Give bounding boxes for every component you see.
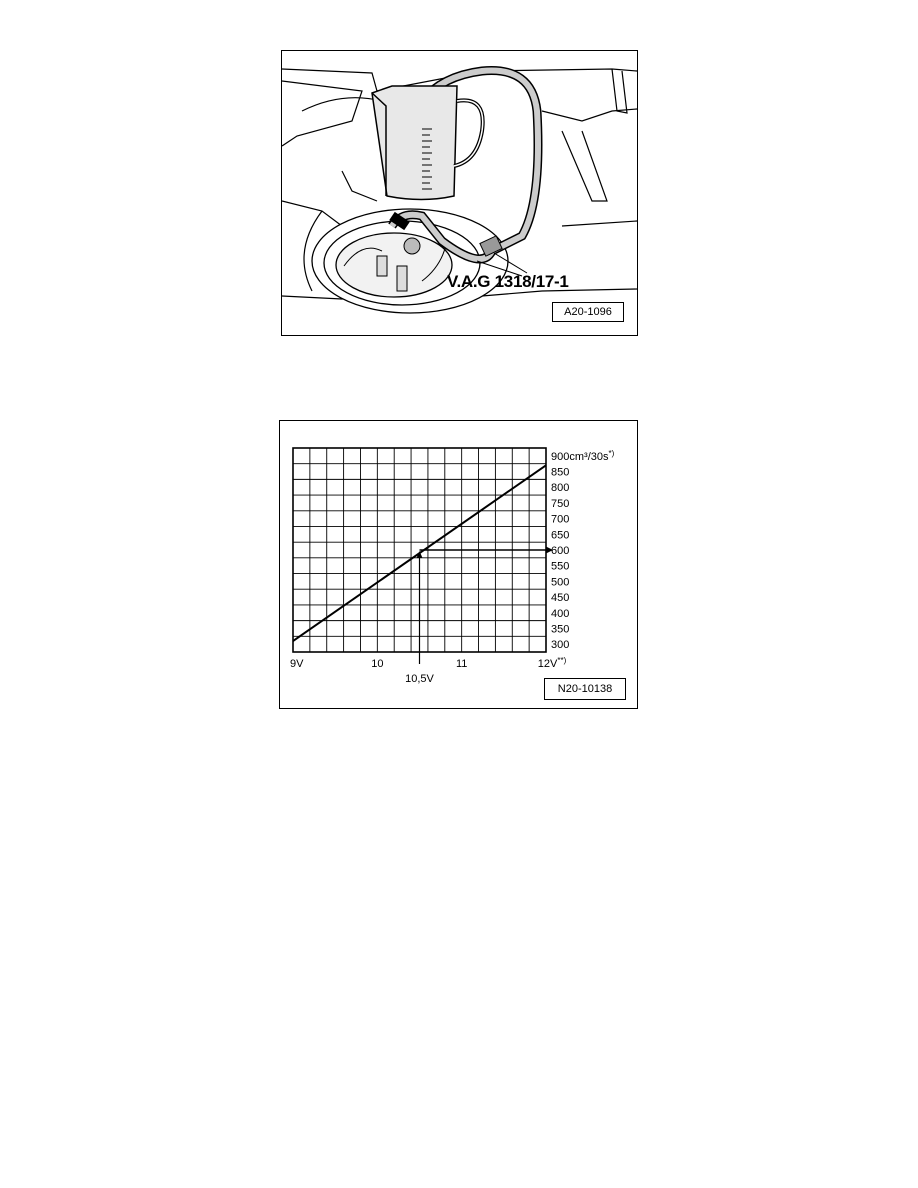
y-tick-label: 350 [551, 623, 570, 636]
y-tick-label: 550 [551, 560, 570, 573]
y-tick-label: 800 [551, 482, 570, 495]
delivery-rate-plot [280, 421, 637, 708]
y-tick-label: 700 [551, 513, 570, 526]
y-tick-label: 750 [551, 497, 570, 510]
x-tick-label: 9V [290, 658, 304, 670]
annotation-label: 10,5V [405, 673, 434, 685]
pump-delivery-illustration [281, 50, 638, 336]
y-tick-label: 400 [551, 607, 570, 620]
tool-label: V.A.G 1318/17-1 [447, 272, 569, 291]
x-tick-label: 10 [371, 658, 384, 670]
y-tick-label: 600 [551, 545, 570, 557]
delivery-rate-chart [279, 420, 638, 709]
figure-reference: N20-10138 [544, 678, 626, 700]
y-tick-label: 500 [551, 576, 570, 589]
y-tick-label: 850 [551, 466, 570, 479]
figure-reference: A20-1096 [552, 302, 624, 322]
y-tick-label: 300 [551, 639, 570, 652]
y-tick-label: 650 [551, 529, 570, 542]
y-tick-label: 900cm³/30s*) [551, 448, 615, 463]
x-tick-label: 11 [455, 658, 468, 670]
y-tick-label: 450 [551, 592, 570, 605]
x-tick-label: 12V**) [537, 656, 567, 670]
measuring-setup-drawing [282, 51, 637, 335]
